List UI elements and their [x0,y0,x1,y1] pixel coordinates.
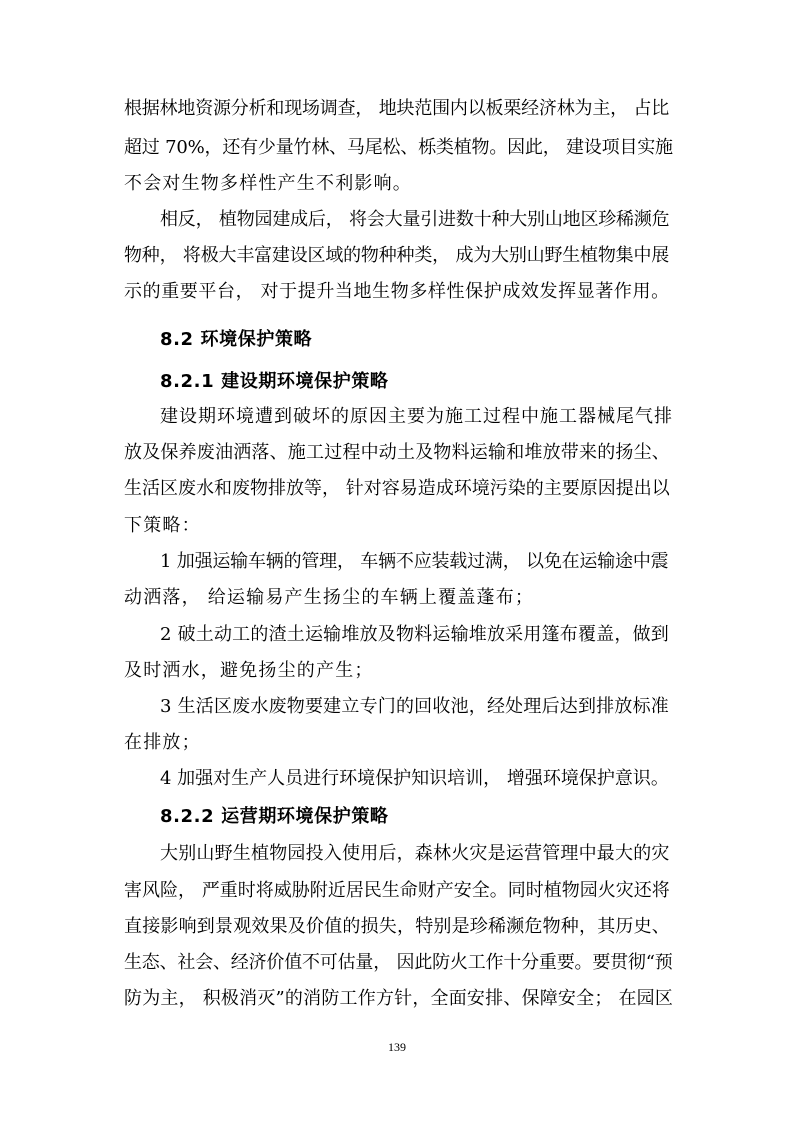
list-item-line: 3 生活区废水废物要建立专门的回收池，经处理后达到排放标准 [160,696,669,717]
paragraph-line: 防为主， 积极消灭”的消防工作方针，全面安排、保障安全； 在园区 [124,988,674,1009]
list-item-line: 1 加强运输车辆的管理， 车辆不应装载过满， 以免在运输途中震 [160,551,669,572]
paragraph-line: 建设期环境遭到破坏的原因主要为施工过程中施工器械尾气排 [160,406,673,427]
list-item-line: 4 加强对生产人员进行环境保护知识培训， 增强环境保护意识。 [160,768,669,789]
list-item-line: 及时洒水，避免扬尘的产生； [124,660,374,681]
paragraph-line: 不会对生物多样性产生不利影响。 [124,173,412,194]
paragraph-line: 害风险， 严重时将威胁附近居民生命财产安全。同时植物园火灾还将 [124,880,670,901]
subsection-heading: 8.2.2 运营期环境保护策略 [160,806,389,827]
paragraph-line: 根据林地资源分析和现场调查， 地块范围内以板栗经济林为主， 占比 [124,98,670,119]
paragraph-line: 直接影响到景观效果及价值的损失，特别是珍稀濒危物种，其历史、 [124,916,670,937]
list-item-line: 在排放； [124,732,201,753]
paragraph-line: 超过 70%，还有少量竹林、马尾松、栎类植物。因此， 建设项目实施 [124,137,673,158]
section-heading: 8.2 环境保护策略 [160,329,313,350]
paragraph-line: 下策略： [124,515,201,536]
paragraph-line: 相反， 植物园建成后， 将会大量引进数十种大别山地区珍稀濒危 [160,209,670,230]
page-number: 139 [388,1040,406,1054]
list-item-line: 动洒落， 给运输易产生扬尘的车辆上覆盖蓬布； [124,587,535,608]
paragraph-line: 大别山野生植物园投入使用后，森林火灾是运营管理中最大的灾 [160,843,670,864]
paragraph-line: 示的重要平台， 对于提升当地生物多样性保护成效发挥显著作用。 [124,281,670,302]
paragraph-line: 物种， 将极大丰富建设区域的物种种类， 成为大别山野生植物集中展 [124,245,670,266]
paragraph-line: 放及保养废油洒落、施工过程中动土及物料运输和堆放带来的扬尘、 [124,442,670,463]
subsection-heading: 8.2.1 建设期环境保护策略 [160,371,389,392]
paragraph-line: 生活区废水和废物排放等， 针对容易造成环境污染的主要原因提出以 [124,478,670,499]
paragraph-line: 生态、社会、经济价值不可估量， 因此防火工作十分重要。要贯彻“预 [124,952,673,973]
list-item-line: 2 破土动工的渣土运输堆放及物料运输堆放采用篷布覆盖，做到 [160,624,669,645]
